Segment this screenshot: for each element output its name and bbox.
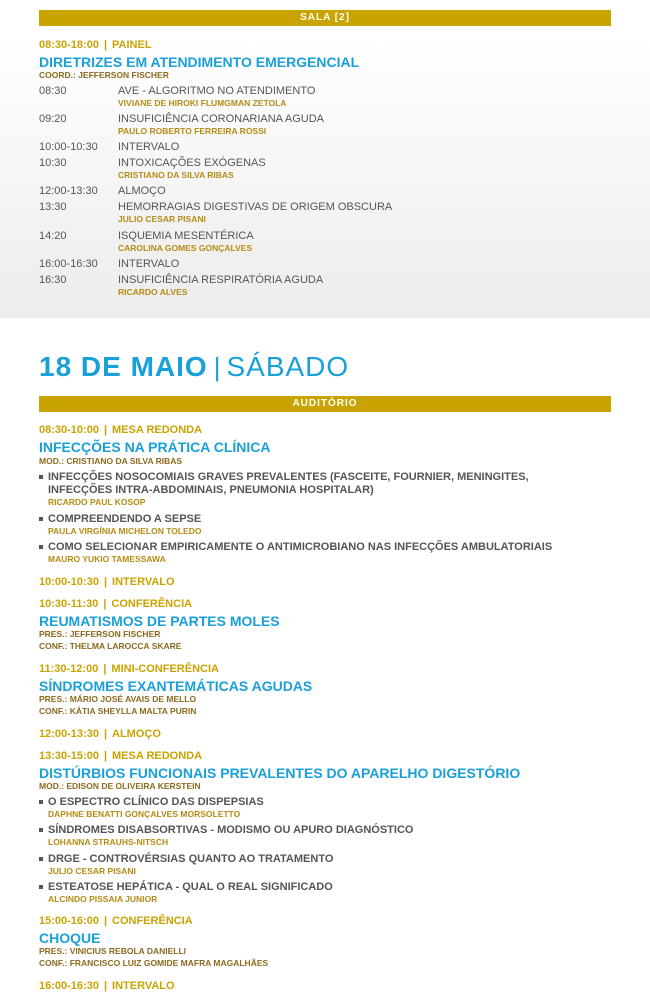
program-row	[39, 201, 611, 229]
program-row	[39, 113, 611, 141]
talk-item	[39, 513, 611, 537]
session-header	[39, 424, 202, 437]
talk-title-line1: INFECÇÕES NOSOCOMIAIS GRAVES PREVALENTES (FASCEITE, FOURNIER, MENINGITES,	[48, 471, 529, 483]
session-time: 16:00-16:30	[39, 980, 99, 992]
row-time: 08:30	[39, 85, 67, 97]
talk-title	[39, 471, 611, 497]
session-type: ALMOÇO	[112, 728, 161, 740]
session-type: PAINEL	[112, 39, 152, 51]
row-time: 10:00-10:30	[39, 141, 98, 153]
session-lecturer: CONF.: FRANCISCO LUIZ GOMIDE MAFRA MAGALHÃES	[39, 958, 269, 968]
talk-item	[39, 541, 611, 565]
row-topic: INSUFICIÊNCIA RESPIRATÓRIA AGUDA	[118, 274, 324, 286]
session-time: 11:30-12:00	[39, 663, 99, 675]
row-topic: INSUFICIÊNCIA CORONARIANA AGUDA	[118, 113, 324, 125]
session-moderator: MOD.: EDISON DE OLIVEIRA KERSTEIN	[39, 781, 201, 791]
program-row	[39, 157, 611, 185]
session-type: INTERVALO	[112, 980, 175, 992]
talk-title: SÍNDROMES DISABSORTIVAS - MODISMO OU APURO DIAGNÓSTICO	[39, 824, 611, 837]
row-topic: ALMOÇO	[118, 185, 166, 197]
row-topic: INTOXICAÇÕES EXÓGENAS	[118, 157, 266, 169]
session-header	[39, 598, 192, 611]
row-topic: ISQUEMIA MESENTÉRICA	[118, 230, 254, 242]
row-speaker: PAULO ROBERTO FERREIRA ROSSI	[118, 126, 267, 136]
row-speaker: RICARDO ALVES	[118, 287, 188, 297]
session-title: DIRETRIZES EM ATENDIMENTO EMERGENCIAL	[39, 54, 360, 70]
separator: |	[103, 598, 107, 610]
session-time: 13:30-15:00	[39, 750, 99, 762]
session-time: 12:00-13:30	[39, 728, 99, 740]
program-row	[39, 230, 611, 258]
session-header	[39, 576, 175, 589]
session-title: SÍNDROMES EXANTEMÁTICAS AGUDAS	[39, 678, 313, 694]
separator: |	[103, 750, 108, 762]
session-title: INFECÇÕES NA PRÁTICA CLÍNICA	[39, 439, 271, 455]
session-president: PRES.: MÁRIO JOSÉ AVAIS DE MELLO	[39, 694, 197, 704]
session-type: MINI-CONFERÊNCIA	[111, 663, 219, 675]
row-time: 10:30	[39, 157, 67, 169]
sala2-banner: SALA [2]	[39, 10, 611, 26]
talk-title: O ESPECTRO CLÍNICO DAS DISPEPSIAS	[39, 796, 611, 809]
row-topic: HEMORRAGIAS DIGESTIVAS DE ORIGEM OBSCURA	[118, 201, 393, 213]
day-heading	[39, 350, 349, 389]
session-time: 10:00-10:30	[39, 576, 99, 588]
row-topic: INTERVALO	[118, 258, 180, 270]
talk-title: DRGE - CONTROVÉRSIAS QUANTO AO TRATAMENTO	[39, 853, 611, 866]
program-row	[39, 85, 611, 113]
talk-item	[39, 796, 611, 820]
session-title: REUMATISMOS DE PARTES MOLES	[39, 613, 280, 629]
session-time: 08:30-18:00	[39, 39, 99, 51]
row-time: 16:00-16:30	[39, 258, 98, 270]
row-time: 16:30	[39, 274, 67, 286]
talk-speaker: RICARDO PAUL KOSOP	[48, 497, 146, 507]
separator: |	[103, 424, 108, 436]
session-lecturer: CONF.: THELMA LAROCCA SKARE	[39, 641, 182, 651]
talk-item	[39, 881, 611, 905]
separator: |	[103, 915, 108, 927]
row-time: 12:00-13:30	[39, 185, 98, 197]
day-weekday: SÁBADO	[226, 351, 350, 382]
row-topic: INTERVALO	[118, 141, 180, 153]
session-coordinator: COORD.: JEFFERSON FISCHER	[39, 70, 169, 80]
row-time: 13:30	[39, 201, 67, 213]
talk-speaker: ALCINDO PISSAIA JUNIOR	[48, 894, 158, 904]
talk-title: ESTEATOSE HEPÁTICA - QUAL O REAL SIGNIFICADO	[39, 881, 611, 894]
talk-speaker: DAPHNE BENATTI GONÇALVES MORSOLETTO	[48, 809, 241, 819]
row-topic: AVE - ALGORITMO NO ATENDIMENTO	[118, 85, 316, 97]
row-speaker: VIVIANE DE HIROKI FLUMGMAN ZETOLA	[118, 98, 287, 108]
talk-speaker: PAULA VIRGÍNIA MICHELON TOLEDO	[48, 526, 202, 536]
separator: |	[103, 728, 108, 740]
session-type: MESA REDONDA	[112, 750, 203, 762]
talk-speaker: MAURO YUKIO TAMESSAWA	[48, 554, 166, 564]
talk-item	[39, 824, 611, 848]
session-header	[39, 728, 161, 741]
talk-title: COMO SELECIONAR EMPIRICAMENTE O ANTIMICROBIANO NAS INFECÇÕES AMBULATORIAIS	[39, 541, 611, 554]
session-header	[39, 915, 193, 928]
row-speaker: CAROLINA GOMES GONÇALVES	[118, 243, 253, 253]
day-separator: |	[213, 352, 221, 382]
session-type: INTERVALO	[112, 576, 175, 588]
session-type: CONFERÊNCIA	[111, 598, 193, 610]
separator: |	[103, 980, 108, 992]
row-speaker: CRISTIANO DA SILVA RIBAS	[118, 170, 234, 180]
separator: |	[103, 39, 108, 51]
session-header	[39, 750, 202, 763]
session-lecturer: CONF.: KÁTIA SHEYLLA MALTA PURIN	[39, 706, 197, 716]
talk-item	[39, 853, 611, 877]
talk-speaker: JULIO CESAR PISANI	[48, 866, 136, 876]
talk-speaker: LOHANNA STRAUHS-NITSCH	[48, 837, 169, 847]
session-header	[39, 39, 152, 52]
session-president: PRES.: JEFFERSON FISCHER	[39, 629, 161, 639]
session-time: 10:30-11:30	[39, 598, 99, 610]
row-speaker: JULIO CESAR PISANI	[118, 214, 206, 224]
session-type: CONFERÊNCIA	[112, 915, 193, 927]
talk-title-line2: INFECÇÕES INTRA-ABDOMINAIS, PNEUMONIA HOSPITALAR)	[48, 484, 374, 496]
program-row	[39, 274, 611, 302]
auditorio-banner: AUDITÓRIO	[39, 396, 611, 412]
session-time: 08:30-10:00	[39, 424, 99, 436]
session-title: CHOQUE	[39, 930, 101, 946]
session-title: DISTÚRBIOS FUNCIONAIS PREVALENTES DO APARELHO DIGESTÓRIO	[39, 765, 521, 781]
talk-title: COMPREENDENDO A SEPSE	[39, 513, 611, 526]
session-time: 15:00-16:00	[39, 915, 99, 927]
separator: |	[103, 663, 107, 675]
day-date: 18 DE MAIO	[39, 351, 208, 382]
talk-item	[39, 471, 611, 508]
row-time: 14:20	[39, 230, 67, 242]
session-president: PRES.: VINICIUS REBOLA DANIELLI	[39, 946, 187, 956]
session-type: MESA REDONDA	[112, 424, 203, 436]
session-moderator: MOD.: CRISTIANO DA SILVA RIBAS	[39, 456, 183, 466]
session-header	[39, 980, 175, 993]
row-time: 09:20	[39, 113, 67, 125]
separator: |	[103, 576, 108, 588]
session-header	[39, 663, 219, 676]
